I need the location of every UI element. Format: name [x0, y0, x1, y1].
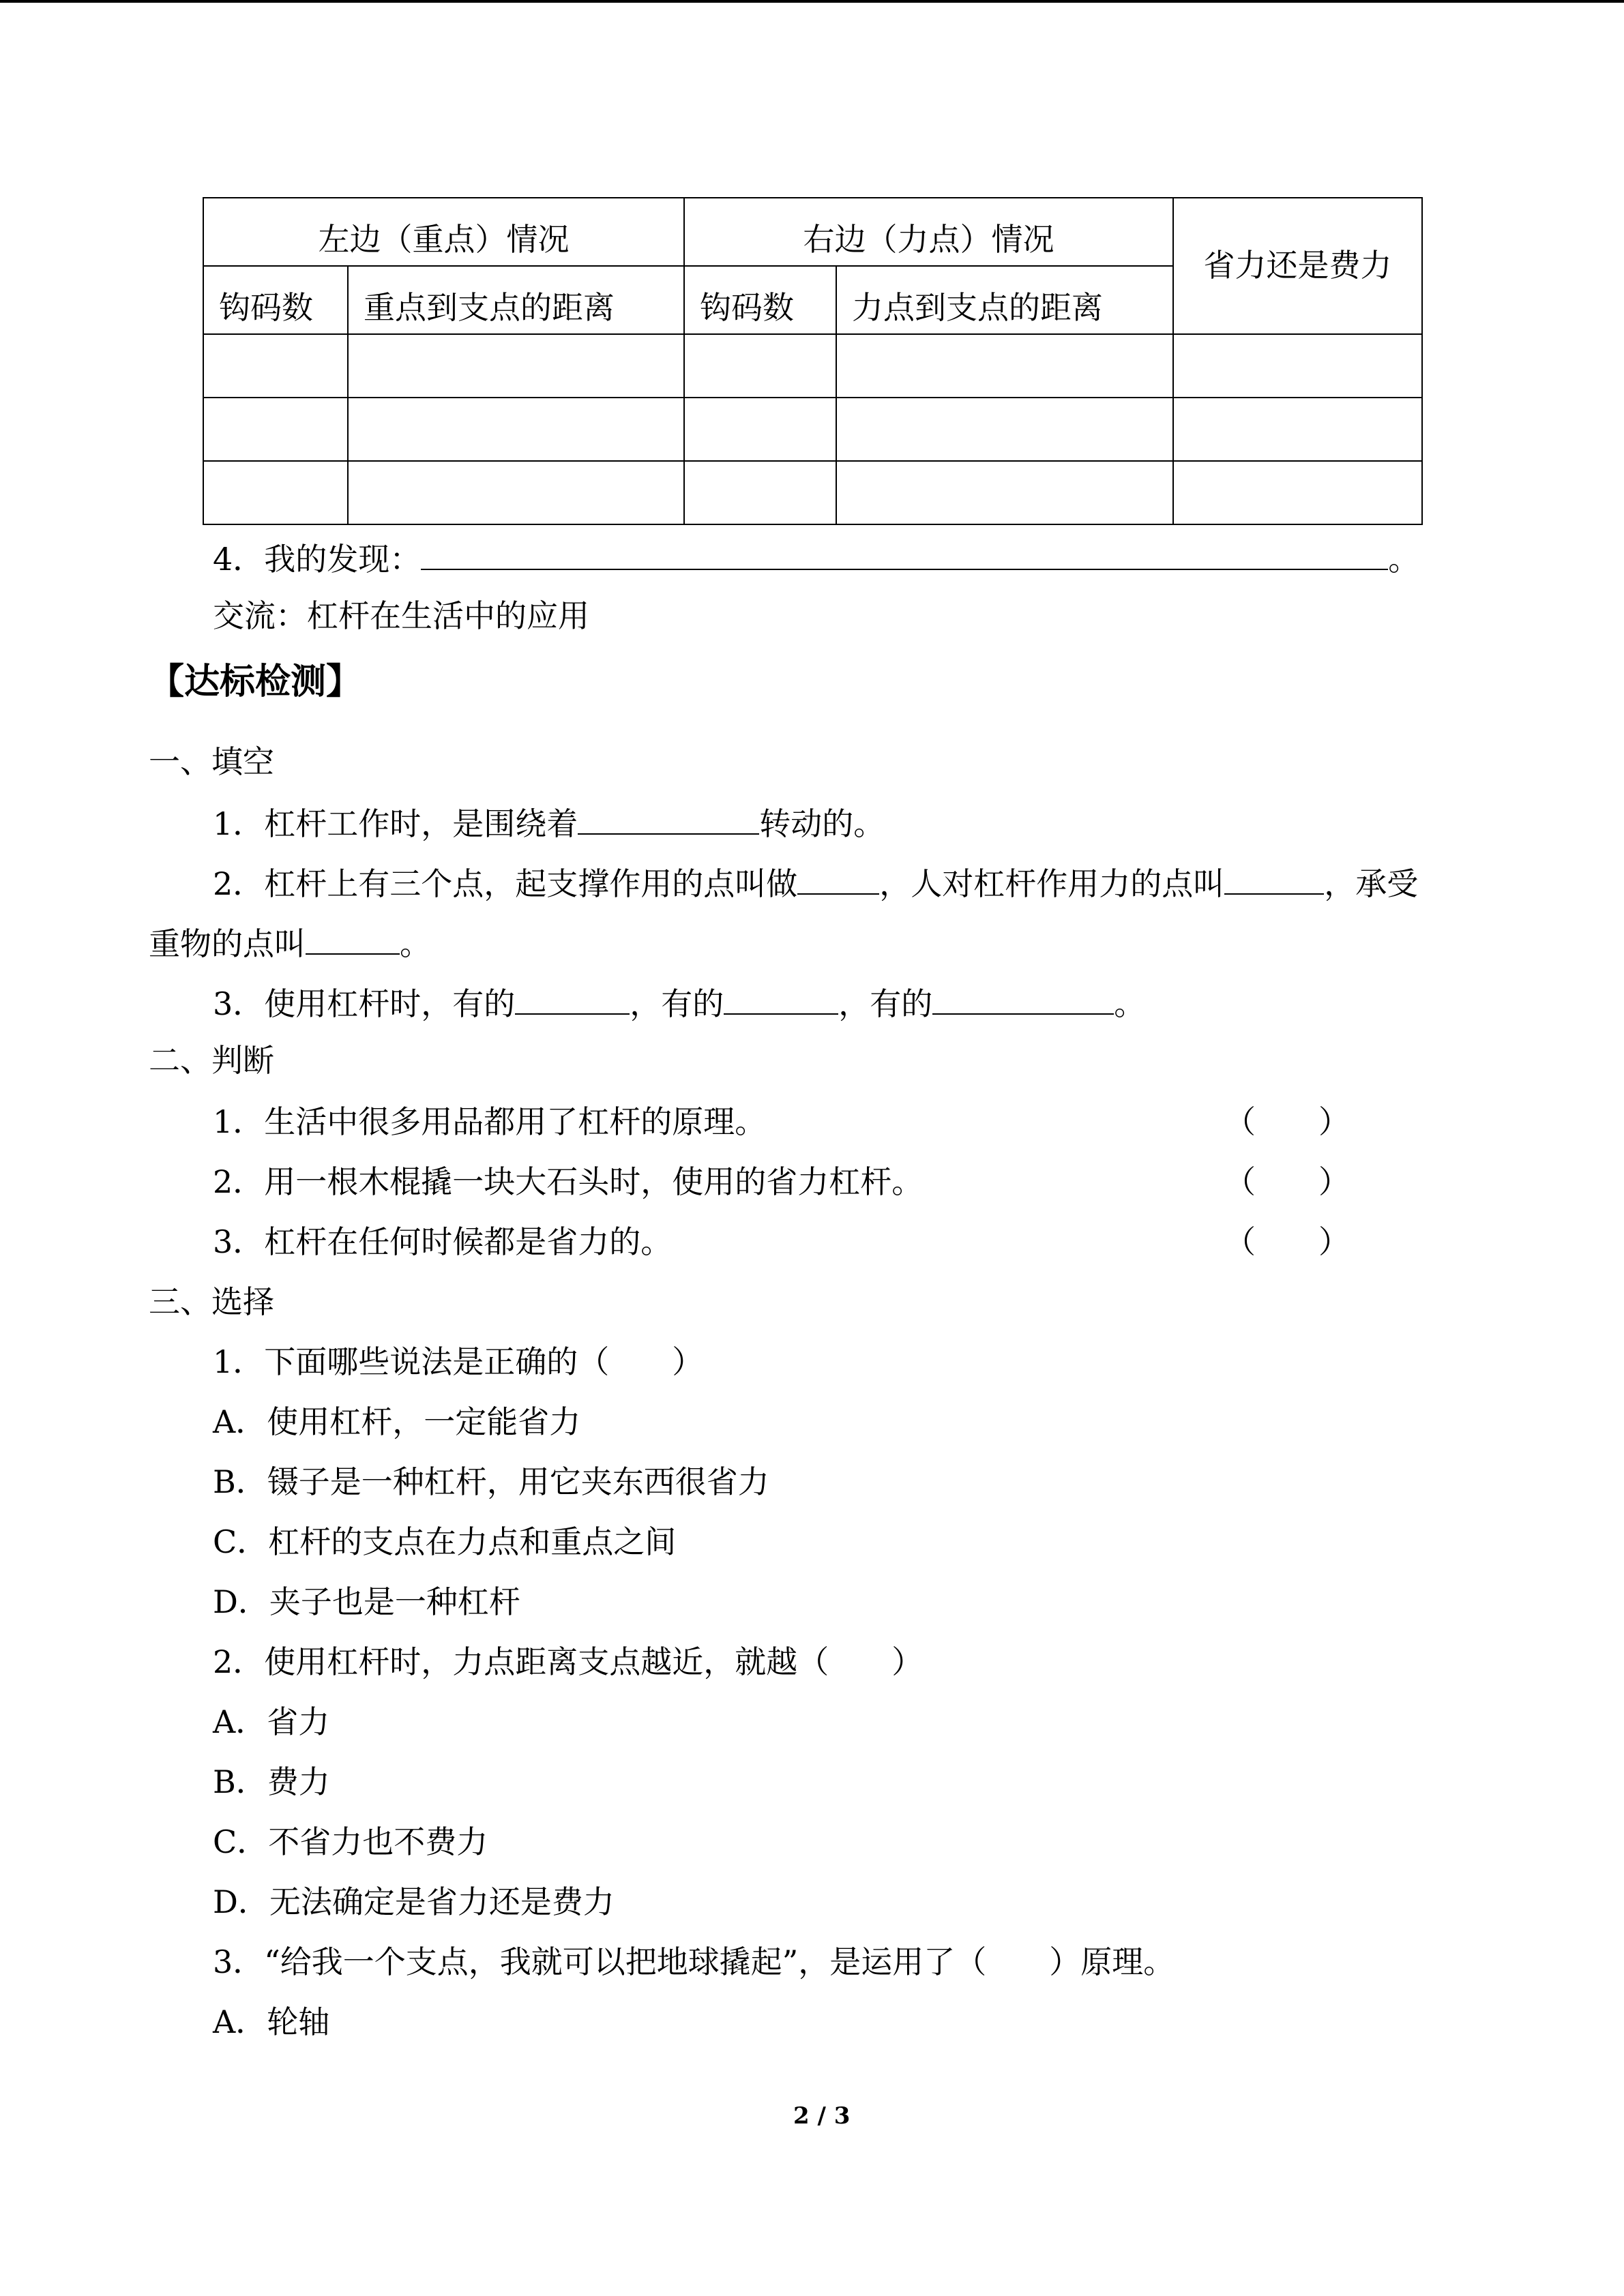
part1-title: 一、填空: [149, 743, 274, 780]
choice-q2-option-c[interactable]: C．不省力也不费力: [213, 1823, 488, 1860]
choice-question-1: 1．下面哪些说法是正确的（ ）: [213, 1343, 704, 1380]
right-count-header: 钩码数: [684, 266, 836, 334]
table-header-row: [203, 198, 1422, 266]
fill-q2-text-c: ，承受: [1324, 865, 1419, 902]
fill-q1-end: 转动的。: [759, 805, 885, 842]
table-row: [203, 398, 1422, 461]
judge-answer-2[interactable]: （ ）: [1224, 1163, 1350, 1200]
discovery-line: [213, 541, 1420, 578]
top-border-line: [0, 0, 1624, 3]
fill-q3-text-a: 3．使用杠杆时，有的: [213, 985, 516, 1022]
table-cell[interactable]: [1173, 461, 1422, 524]
table-cell[interactable]: [836, 334, 1173, 398]
table-cell[interactable]: [1173, 398, 1422, 461]
part2-title: 二、判断: [149, 1042, 274, 1079]
table-cell[interactable]: [348, 398, 684, 461]
fill-q3-text-c: ，有的: [838, 985, 933, 1022]
fill-q3-blank-2[interactable]: [724, 986, 838, 1015]
fill-q2-text-e: 。: [400, 925, 431, 962]
choice-q1-option-b[interactable]: B．镊子是一种杠杆，用它夹东西很省力: [213, 1463, 769, 1500]
table-cell[interactable]: [836, 398, 1173, 461]
choice-q1-option-d[interactable]: D．夹子也是一种杠杆: [213, 1583, 520, 1620]
table-cell[interactable]: [203, 334, 348, 398]
choice-q1-option-c[interactable]: C．杠杆的支点在力点和重点之间: [213, 1523, 677, 1560]
choice-q2-option-a[interactable]: A．省力: [213, 1703, 330, 1740]
page-number: 2 / 3: [793, 2102, 851, 2130]
table-cell[interactable]: [348, 334, 684, 398]
left-distance-header: 重点到支点的距离: [348, 266, 684, 334]
table-cell[interactable]: [684, 461, 836, 524]
choice-question-2: 2．使用杠杆时，力点距离支点越近，就越（ ）: [213, 1643, 924, 1680]
right-distance-header: 力点到支点的距离: [836, 266, 1173, 334]
table-cell[interactable]: [1173, 334, 1422, 398]
fill-q3-blank-3[interactable]: [932, 986, 1114, 1015]
fill-question-1: [213, 805, 885, 842]
fill-question-3: [213, 985, 1146, 1022]
judge-item-3: 3．杠杆在任何时候都是省力的。: [213, 1223, 673, 1260]
section-title: 【达标检测】: [149, 661, 362, 702]
experiment-table: [203, 197, 1423, 525]
fill-q2-blank-3[interactable]: [306, 926, 400, 955]
fill-question-2: [213, 865, 1419, 902]
fill-q3-text-d: 。: [1114, 985, 1146, 1022]
fill-q3-blank-1[interactable]: [515, 986, 630, 1015]
fill-q2-blank-1[interactable]: [797, 866, 879, 895]
table-cell[interactable]: [203, 461, 348, 524]
fill-q1-blank[interactable]: [578, 806, 759, 835]
table-cell[interactable]: [684, 334, 836, 398]
judge-answer-1[interactable]: （ ）: [1224, 1103, 1350, 1140]
table-row: [203, 461, 1422, 524]
judge-item-1: 1．生活中很多用品都用了杠杆的原理。: [213, 1103, 767, 1140]
choice-question-3: 3．“给我一个支点，我就可以把地球撬起”，是运用了（ ）原理。: [213, 1943, 1175, 1980]
table-cell[interactable]: [836, 461, 1173, 524]
left-count-header: 钩码数: [203, 266, 348, 334]
choice-q2-option-d[interactable]: D．无法确定是省力还是费力: [213, 1883, 615, 1920]
table-cell[interactable]: [203, 398, 348, 461]
fill-q1-text: 1．杠杆工作时，是围绕着: [213, 805, 578, 842]
judge-answer-3[interactable]: （ ）: [1224, 1223, 1350, 1260]
left-group-header: 左边（重点）情况: [203, 198, 684, 266]
table-row: [203, 334, 1422, 398]
result-header: 省力还是费力: [1173, 198, 1422, 334]
judge-item-2: 2．用一根木棍撬一块大石头时，使用的省力杠杆。: [213, 1163, 924, 1200]
exchange-text: 交流：杠杆在生活中的应用: [213, 597, 589, 634]
table-cell[interactable]: [348, 461, 684, 524]
choice-q2-option-b[interactable]: B．费力: [213, 1763, 330, 1800]
right-group-header: 右边（力点）情况: [684, 198, 1173, 266]
fill-question-2-cont: [149, 925, 431, 962]
fill-q2-blank-2[interactable]: [1224, 866, 1324, 895]
discovery-blank[interactable]: [421, 541, 1388, 570]
discovery-end: 。: [1388, 541, 1420, 578]
part3-title: 三、选择: [149, 1283, 274, 1320]
choice-q3-option-a[interactable]: A．轮轴: [213, 2003, 330, 2040]
table-cell[interactable]: [684, 398, 836, 461]
choice-q1-option-a[interactable]: A．使用杠杆，一定能省力: [213, 1403, 581, 1440]
fill-q2-text-d: 重物的点叫: [149, 925, 306, 962]
fill-q3-text-b: ，有的: [630, 985, 724, 1022]
fill-q2-text-b: ，人对杠杆作用力的点叫: [879, 865, 1225, 902]
fill-q2-text-a: 2．杠杆上有三个点，起支撑作用的点叫做: [213, 865, 798, 902]
discovery-label: 4．我的发现：: [213, 541, 422, 578]
